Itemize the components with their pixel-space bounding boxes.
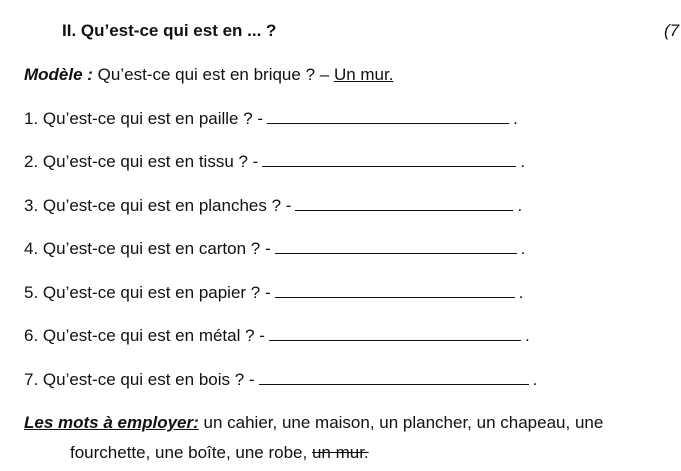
question-text: 2. Qu’est-ce qui est en tissu ? - xyxy=(24,152,259,171)
question-text: 5. Qu’est-ce qui est en papier ? - xyxy=(24,283,271,302)
question-text: 7. Qu’est-ce qui est en bois ? - xyxy=(24,370,255,389)
points-indicator: (7 xyxy=(664,21,680,40)
question-end: . xyxy=(513,109,518,128)
question-5 xyxy=(24,282,523,304)
word-bank-line-2: fourchette, une boîte, une robe, xyxy=(70,443,312,462)
question-text: 6. Qu’est-ce qui est en métal ? - xyxy=(24,326,265,345)
answer-blank[interactable] xyxy=(262,152,516,167)
word-bank-label: Les mots à employer: xyxy=(24,413,199,432)
word-bank-continued xyxy=(70,442,369,464)
exercise-title: II. Qu’est-ce qui est en ... ? xyxy=(62,21,277,40)
answer-blank[interactable] xyxy=(259,370,529,385)
question-text: 1. Qu’est-ce qui est en paille ? - xyxy=(24,109,264,128)
question-7 xyxy=(24,369,537,391)
question-end: . xyxy=(524,326,530,345)
answer-blank[interactable] xyxy=(269,326,521,341)
model-label: Modèle : xyxy=(24,65,93,84)
question-end: . xyxy=(520,152,526,171)
question-2 xyxy=(24,151,525,173)
question-end: . xyxy=(520,239,526,258)
question-text: 3. Qu’est-ce qui est en planches ? - xyxy=(24,196,292,215)
question-end: . xyxy=(518,283,524,302)
question-end: . xyxy=(517,196,523,215)
answer-blank[interactable] xyxy=(295,196,513,211)
question-3 xyxy=(24,195,522,217)
question-text: 4. Qu’est-ce qui est en carton ? - xyxy=(24,239,271,258)
word-bank-line-1: un cahier, une maison, un plancher, un chapeau, une xyxy=(198,413,604,432)
answer-blank[interactable] xyxy=(275,239,517,254)
question-4 xyxy=(24,238,525,260)
answer-blank[interactable] xyxy=(275,283,515,298)
model-question: Qu’est-ce qui est en brique ? – xyxy=(92,65,334,84)
model-example xyxy=(24,64,393,86)
answer-blank[interactable] xyxy=(267,109,509,124)
struck-word: un mur. xyxy=(311,443,369,462)
question-1 xyxy=(24,108,518,130)
question-6 xyxy=(24,325,530,347)
model-answer: Un mur. xyxy=(333,65,394,84)
question-end: . xyxy=(532,370,538,389)
word-bank xyxy=(24,412,603,434)
